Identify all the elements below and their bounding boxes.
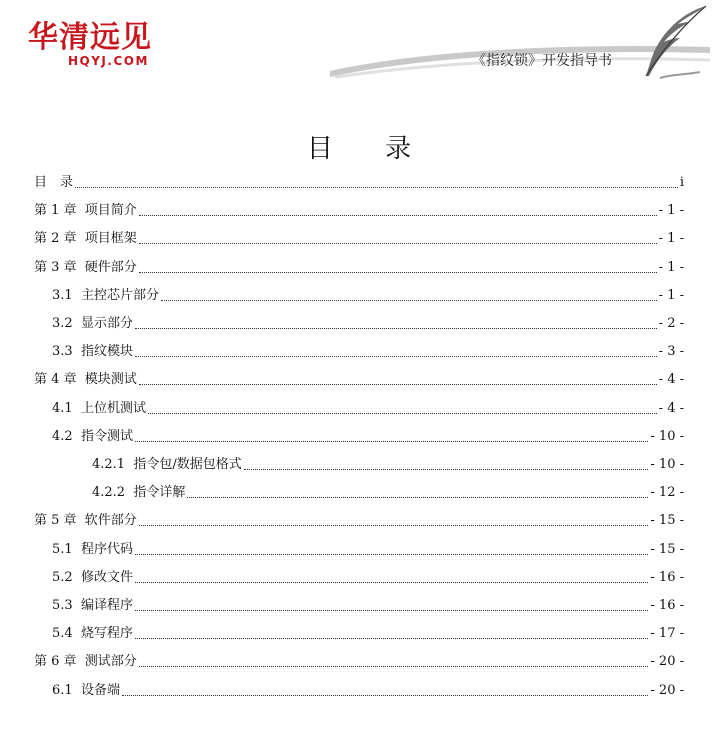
company-logo-url: HQYJ.COM xyxy=(68,54,149,68)
toc-entry-page: i xyxy=(679,175,684,190)
toc-entry-page: - 16 - xyxy=(650,598,684,613)
toc-dot-leader xyxy=(75,186,678,188)
toc-entry-page: - 15 - xyxy=(650,541,684,557)
toc-dot-leader xyxy=(135,440,648,442)
feather-quill-icon xyxy=(640,4,710,80)
toc-entry[interactable] xyxy=(34,509,684,529)
toc-entry[interactable] xyxy=(52,340,684,360)
toc-entry-page: - 10 - xyxy=(650,428,684,444)
toc-entry-page: - 20 - xyxy=(650,654,684,670)
toc-entry-page: - 1 - xyxy=(658,287,684,303)
page-header xyxy=(0,0,718,86)
toc-dot-leader xyxy=(187,496,648,498)
toc-entry-page: - 1 - xyxy=(658,203,684,219)
toc-entry-label: 6.1 设备端 xyxy=(52,682,120,698)
toc-entry[interactable] xyxy=(34,650,684,670)
toc-entry-label: 第 6 章 测试部分 xyxy=(34,654,137,670)
toc-entry-label: 5.4 烧写程序 xyxy=(52,626,133,642)
toc-dot-leader xyxy=(139,665,649,667)
toc-entry[interactable] xyxy=(52,284,684,304)
toc-dot-leader xyxy=(139,214,657,216)
toc-entry-page: - 17 - xyxy=(650,626,684,642)
toc-entry[interactable] xyxy=(52,679,684,699)
toc-entry-label: 4.2 指令测试 xyxy=(52,428,133,444)
toc-entry-page: - 15 - xyxy=(650,513,684,529)
toc-dot-leader xyxy=(148,412,657,414)
toc-entry-label: 3.1 主控芯片部分 xyxy=(52,287,159,303)
toc-dot-leader xyxy=(135,355,657,357)
toc-dot-leader xyxy=(139,524,649,526)
toc-entry-page: - 3 - xyxy=(658,344,684,360)
toc-dot-leader xyxy=(244,468,649,470)
toc-entry-page: - 1 - xyxy=(658,259,684,275)
toc-entry-label: 第 4 章 模块测试 xyxy=(34,372,137,388)
toc-entry-page: - 12 - xyxy=(650,485,684,501)
toc-dot-leader xyxy=(139,271,657,273)
toc-entry[interactable] xyxy=(52,397,684,417)
toc-dot-leader xyxy=(139,242,657,244)
toc-entry-label: 第 5 章 软件部分 xyxy=(34,513,137,529)
toc-entry[interactable] xyxy=(34,171,684,191)
toc-entry-label: 目 录 xyxy=(34,175,74,190)
toc-entry[interactable] xyxy=(92,481,684,501)
toc-entry-label: 5.3 编译程序 xyxy=(52,598,133,613)
toc-dot-leader xyxy=(135,327,657,329)
toc-dot-leader xyxy=(135,637,648,639)
company-logo: 华清远见 xyxy=(28,20,152,55)
toc-entry-label: 4.2.2 指令详解 xyxy=(92,485,186,501)
toc-entry-label: 3.3 指纹模块 xyxy=(52,344,133,360)
toc-dot-leader xyxy=(139,383,657,385)
toc-dot-leader xyxy=(161,299,657,301)
toc-entry-label: 4.1 上位机测试 xyxy=(52,400,146,416)
toc-entry-label: 第 3 章 硬件部分 xyxy=(34,259,137,275)
toc-dot-leader xyxy=(135,609,648,611)
toc-dot-leader xyxy=(135,553,648,555)
toc-entry[interactable] xyxy=(92,453,684,473)
toc-entry[interactable] xyxy=(52,425,684,445)
toc-entry-page: - 2 - xyxy=(658,316,684,331)
toc-entry[interactable] xyxy=(52,312,684,332)
toc-dot-leader xyxy=(122,694,648,696)
toc-entry-label: 第 1 章 项目简介 xyxy=(34,203,137,219)
toc-entry[interactable] xyxy=(34,256,684,276)
toc-entry-page: - 4 - xyxy=(658,400,684,416)
toc-entry-page: - 1 - xyxy=(658,231,684,247)
toc-entry[interactable] xyxy=(34,227,684,247)
toc-entry[interactable] xyxy=(52,594,684,614)
toc-entry[interactable] xyxy=(34,368,684,388)
toc-dot-leader xyxy=(135,581,648,583)
toc-entry-label: 5.2 修改文件 xyxy=(52,569,133,585)
toc-entry-page: - 10 - xyxy=(650,457,684,472)
toc-entry-page: - 4 - xyxy=(658,372,684,388)
toc-entry-label: 第 2 章 项目框架 xyxy=(34,231,137,247)
toc-entry[interactable] xyxy=(52,538,684,558)
toc-entry-label: 3.2 显示部分 xyxy=(52,316,133,331)
book-title: 《指纹锁》开发指导书 xyxy=(472,53,612,69)
toc-entry[interactable] xyxy=(34,199,684,219)
toc-entry-label: 5.1 程序代码 xyxy=(52,541,133,557)
toc-entry[interactable] xyxy=(52,566,684,586)
toc-entry-page: - 16 - xyxy=(650,569,684,585)
toc-entry-label: 4.2.1 指令包/数据包格式 xyxy=(92,457,242,472)
toc-title: 目 录 xyxy=(306,134,434,164)
toc-entry-page: - 20 - xyxy=(650,682,684,698)
toc-entry[interactable] xyxy=(52,622,684,642)
